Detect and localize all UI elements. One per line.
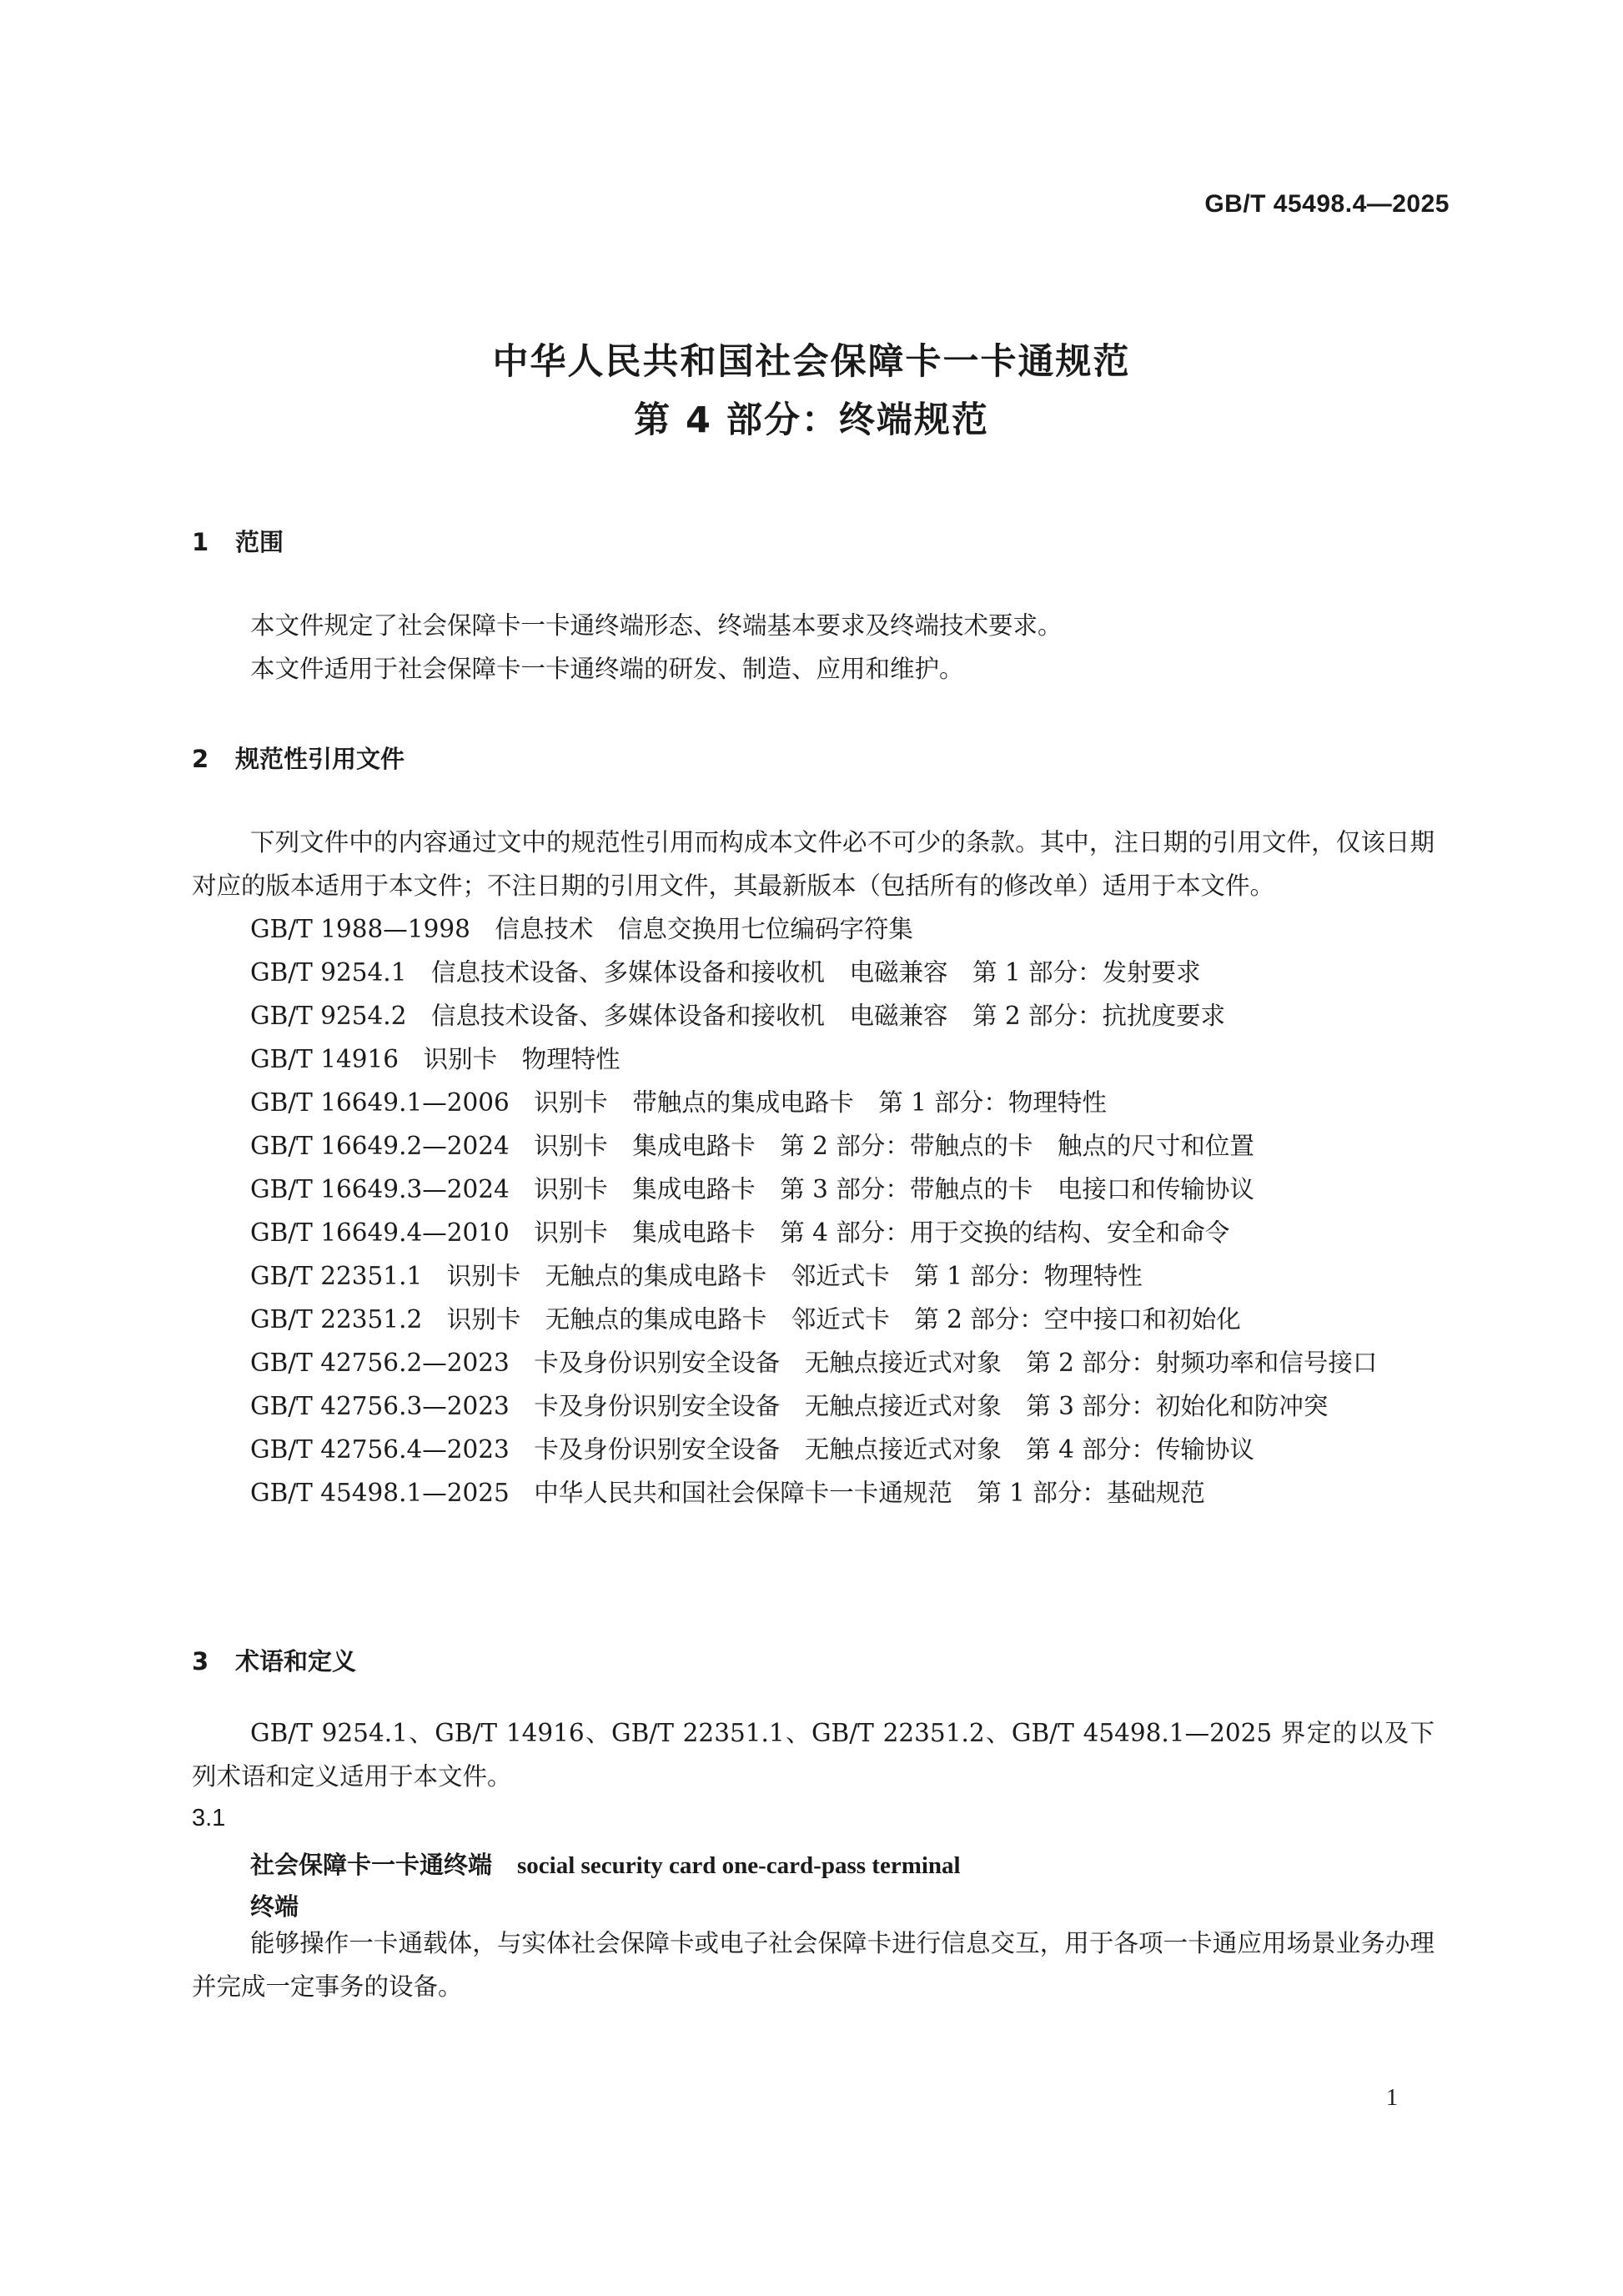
document-subtitle: 第 4 部分：终端规范 xyxy=(634,399,989,441)
scope-body xyxy=(192,604,1435,691)
section-title: 术语和定义 xyxy=(235,1647,357,1676)
section-heading-terms xyxy=(192,1643,356,1677)
reference-item: GB/T 45498.1—2025 中华人民共和国社会保障卡一卡通规范 第 1 部分：基础规范 xyxy=(250,1479,1205,1507)
reference-item: GB/T 14916 识别卡 物理特性 xyxy=(250,1045,621,1073)
reference-item: GB/T 9254.1 信息技术设备、多媒体设备和接收机 电磁兼容 第 1 部分：发射要求 xyxy=(250,958,1201,987)
section-heading-scope xyxy=(192,524,284,558)
reference-item: GB/T 22351.1 识别卡 无触点的集成电路卡 邻近式卡 第 1 部分：物理特性 xyxy=(250,1262,1143,1290)
section-heading-normative-references xyxy=(192,741,404,775)
term-definition: 能够操作一卡通载体，与实体社会保障卡或电子社会保障卡进行信息交互，用于各项一卡通应用场景业务办理并完成一定事务的设备。 xyxy=(192,1929,1435,2001)
term-heading xyxy=(250,1846,961,1881)
term-english: social security card one-card-pass terminal xyxy=(517,1852,961,1879)
document-title: 中华人民共和国社会保障卡一卡通规范 xyxy=(492,341,1131,383)
reference-item: GB/T 42756.3—2023 卡及身份识别安全设备 无触点接近式对象 第 3 部分：初始化和防冲突 xyxy=(250,1392,1329,1420)
page-number: 1 xyxy=(1386,2085,1398,2111)
paragraph: 本文件规定了社会保障卡一卡通终端形态、终端基本要求及终端技术要求。 xyxy=(250,611,1063,640)
reference-item: GB/T 16649.3—2024 识别卡 集成电路卡 第 3 部分：带触点的卡 电接口和传输协议 xyxy=(250,1175,1254,1203)
normative-references-body xyxy=(192,821,1435,1515)
section-number: 1 xyxy=(192,528,209,556)
section-title: 范围 xyxy=(235,528,284,556)
term-number: 3.1 xyxy=(192,1805,226,1831)
section-title: 规范性引用文件 xyxy=(235,745,405,773)
paragraph: GB/T 9254.1、GB/T 14916、GB/T 22351.1、GB/T 22351.2、GB/T 45498.1—2025 界定的以及下列术语和定义适用于本文件。 xyxy=(192,1719,1435,1791)
paragraph: 下列文件中的内容通过文中的规范性引用而构成本文件必不可少的条款。其中，注日期的引用文件，仅该日期对应的版本适用于本文件；不注日期的引用文件，其最新版本（包括所有的修改单）适用于本文件。 xyxy=(192,828,1435,900)
term-definition-block xyxy=(192,1922,1435,2008)
reference-item: GB/T 1988—1998 信息技术 信息交换用七位编码字符集 xyxy=(250,915,913,943)
standard-number: GB/T 45498.4—2025 xyxy=(1204,190,1450,218)
reference-item: GB/T 42756.2—2023 卡及身份识别安全设备 无触点接近式对象 第 2 部分：射频功率和信号接口 xyxy=(250,1349,1378,1377)
reference-item: GB/T 16649.2—2024 识别卡 集成电路卡 第 2 部分：带触点的卡 触点的尺寸和位置 xyxy=(250,1132,1254,1160)
reference-item: GB/T 9254.2 信息技术设备、多媒体设备和接收机 电磁兼容 第 2 部分：抗扰度要求 xyxy=(250,1002,1225,1030)
terms-intro xyxy=(192,1711,1435,1798)
reference-item: GB/T 22351.2 识别卡 无触点的集成电路卡 邻近式卡 第 2 部分：空中接口和初始化 xyxy=(250,1305,1241,1334)
paragraph: 本文件适用于社会保障卡一卡通终端的研发、制造、应用和维护。 xyxy=(250,655,964,683)
reference-item: GB/T 42756.4—2023 卡及身份识别安全设备 无触点接近式对象 第 4 部分：传输协议 xyxy=(250,1435,1254,1464)
term-chinese: 社会保障卡一卡通终端 xyxy=(250,1851,493,1879)
reference-item: GB/T 16649.1—2006 识别卡 带触点的集成电路卡 第 1 部分：物理特性 xyxy=(250,1088,1107,1117)
term-abbreviation: 终端 xyxy=(250,1892,299,1921)
reference-item: GB/T 16649.4—2010 识别卡 集成电路卡 第 4 部分：用于交换的结构、安全和命令 xyxy=(250,1218,1230,1247)
section-number: 2 xyxy=(192,745,209,773)
section-number: 3 xyxy=(192,1647,209,1676)
